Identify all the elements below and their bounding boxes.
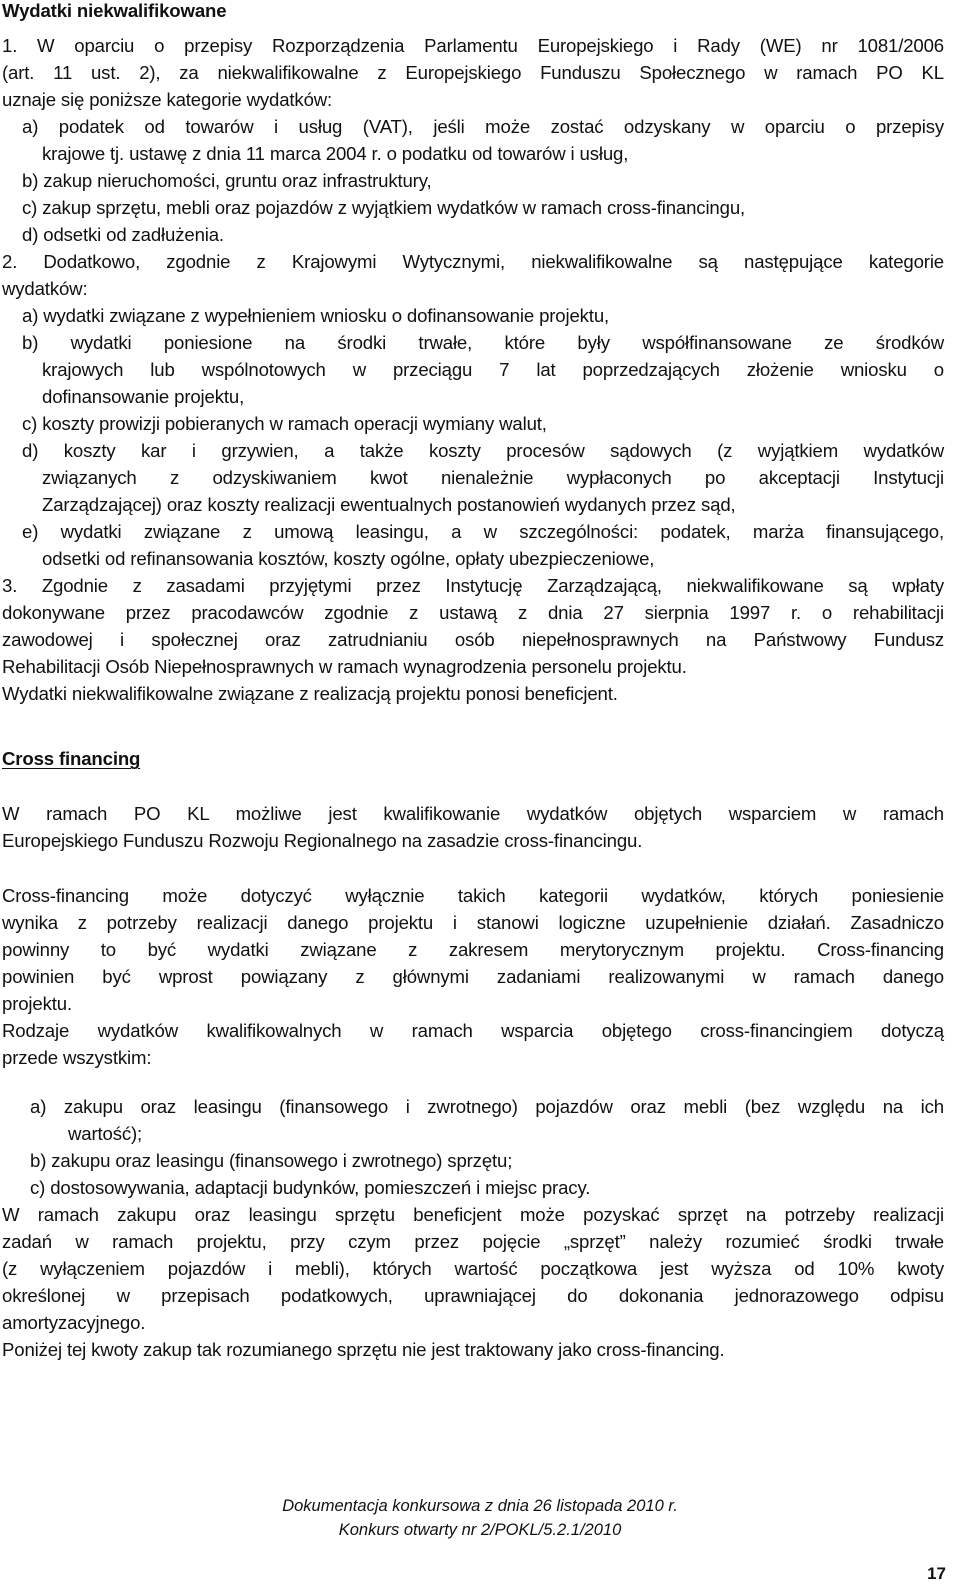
list-item-line: c) zakup sprzętu, mebli oraz pojazdów z wyjątkiem wydatków w ramach cross-financingu, [22,197,746,218]
paragraph-line: 1. W oparciu o przepisy Rozporządzenia Parlamentu Europejskiego i Rady (WE) nr 1081/2006 [2,35,944,56]
paragraph-line: powinny to być wydatki związane z zakresem merytorycznym projektu. Cross-financing [2,939,944,960]
footer-line-competition: Konkurs otwarty nr 2/POKL/5.2.1/2010 [338,1521,622,1539]
list-item-line: Zarządzającej) oraz koszty realizacji ewentualnych postanowień wydanych przez sąd, [42,494,736,515]
list-item-line: a) podatek od towarów i usług (VAT), jeśli może zostać odzyskany w oparciu o przepisy [22,116,944,137]
list-item-line: d) koszty kar i grzywien, a także koszty procesów sądowych (z wyjątkiem wydatków [22,440,944,461]
list-item-line: d) odsetki od zadłużenia. [22,224,224,245]
paragraph-line: Europejskiego Funduszu Rozwoju Regionalnego na zasadzie cross-financingu. [2,830,643,851]
paragraph-line: projektu. [2,993,72,1014]
paragraph-line: uznaje się poniższe kategorie wydatków: [2,89,333,110]
paragraph-line: Poniżej tej kwoty zakup tak rozumianego sprzętu nie jest traktowany jako cross-financing. [2,1339,725,1360]
page-number: 17 [927,1564,946,1583]
list-item-line: a) zakupu oraz leasingu (finansowego i zwrotnego) pojazdów oraz mebli (bez względu na ich [30,1096,944,1117]
section-title-wydatki-niekwalifikowane: Wydatki niekwalifikowane [2,0,227,21]
list-item-line: b) zakupu oraz leasingu (finansowego i zwrotnego) sprzętu; [30,1150,513,1171]
paragraph-line: Rehabilitacji Osób Niepełnosprawnych w ramach wynagrodzenia personelu projektu. [2,656,687,677]
paragraph-line: przede wszystkim: [2,1047,152,1068]
paragraph-line: zadań w ramach projektu, przy czym przez pojęcie „sprzęt” należy rozumieć środki trwałe [2,1231,944,1252]
list-item-line: c) koszty prowizji pobieranych w ramach operacji wymiany walut, [22,413,547,434]
list-item-line: a) wydatki związane z wypełnieniem wniosku o dofinansowanie projektu, [22,305,610,326]
list-item-line: b) zakup nieruchomości, gruntu oraz infrastruktury, [22,170,432,191]
list-item-line: krajowych lub wspólnotowych w przeciągu 7 lat poprzedzających złożenie wniosku o [42,359,944,380]
paragraph-line: (z wyłączeniem pojazdów i mebli), których wartość początkowa jest wyższa od 10% kwoty [2,1258,944,1279]
paragraph-line: amortyzacyjnego. [2,1312,146,1333]
paragraph-line: Cross-financing może dotyczyć wyłącznie takich kategorii wydatków, których poniesienie [2,885,944,906]
paragraph-line: Wydatki niekwalifikowalne związane z realizacją projektu ponosi beneficjent. [2,683,618,704]
list-item-line: krajowe tj. ustawę z dnia 11 marca 2004 r. o podatku od towarów i usług, [42,143,629,164]
paragraph-line: określonej w przepisach podatkowych, uprawniającej do dokonania jednorazowego odpisu [2,1285,944,1306]
paragraph-line: powinien być wprost powiązany z głównymi zadaniami realizowanymi w ramach danego [2,966,944,987]
paragraph-line: 2. Dodatkowo, zgodnie z Krajowymi Wytycznymi, niekwalifikowalne są następujące kategorie [2,251,944,272]
section-title-cross-financing: Cross financing [2,748,141,769]
paragraph-line: 3. Zgodnie z zasadami przyjętymi przez Instytucję Zarządzającą, niekwalifikowane są wpłaty [2,575,944,596]
list-item-line: dofinansowanie projektu, [42,386,245,407]
paragraph-line: wydatków: [2,278,88,299]
list-item-line: odsetki od refinansowania kosztów, koszty ogólne, opłaty ubezpieczeniowe, [42,548,655,569]
footer-line-documentation: Dokumentacja konkursowa z dnia 26 listopada 2010 r. [282,1497,678,1515]
paragraph-line: wynika z potrzeby realizacji danego projektu i stanowi logiczne uzupełnienie działań. Zasadniczo [2,912,944,933]
list-item-line: b) wydatki poniesione na środki trwałe, które były współfinansowane ze środków [22,332,944,353]
list-item-line: wartość); [68,1123,143,1144]
paragraph-line: dokonywane przez pracodawców zgodnie z ustawą z dnia 27 sierpnia 1997 r. o rehabilitacji [2,602,944,623]
paragraph-line: W ramach zakupu oraz leasingu sprzętu beneficjent może pozyskać sprzęt na potrzeby realizacji [2,1204,944,1225]
paragraph-line: (art. 11 ust. 2), za niekwalifikowalne z Europejskiego Funduszu Społecznego w ramach PO KL [2,62,944,83]
paragraph-line: zawodowej i społecznej oraz zatrudnianiu osób niepełnosprawnych na Państwowy Fundusz [2,629,944,650]
list-item-line: związanych z odzyskiwaniem kwot nienależnie wypłaconych po akceptacji Instytucji [42,467,944,488]
paragraph-line: Rodzaje wydatków kwalifikowalnych w ramach wsparcia objętego cross-financingiem dotyczą [2,1020,944,1041]
list-item-line: e) wydatki związane z umową leasingu, a w szczególności: podatek, marża finansującego, [22,521,944,542]
list-item-line: c) dostosowywania, adaptacji budynków, pomieszczeń i miejsc pracy. [30,1177,591,1198]
paragraph-line: W ramach PO KL możliwe jest kwalifikowanie wydatków objętych wsparciem w ramach [2,803,944,824]
